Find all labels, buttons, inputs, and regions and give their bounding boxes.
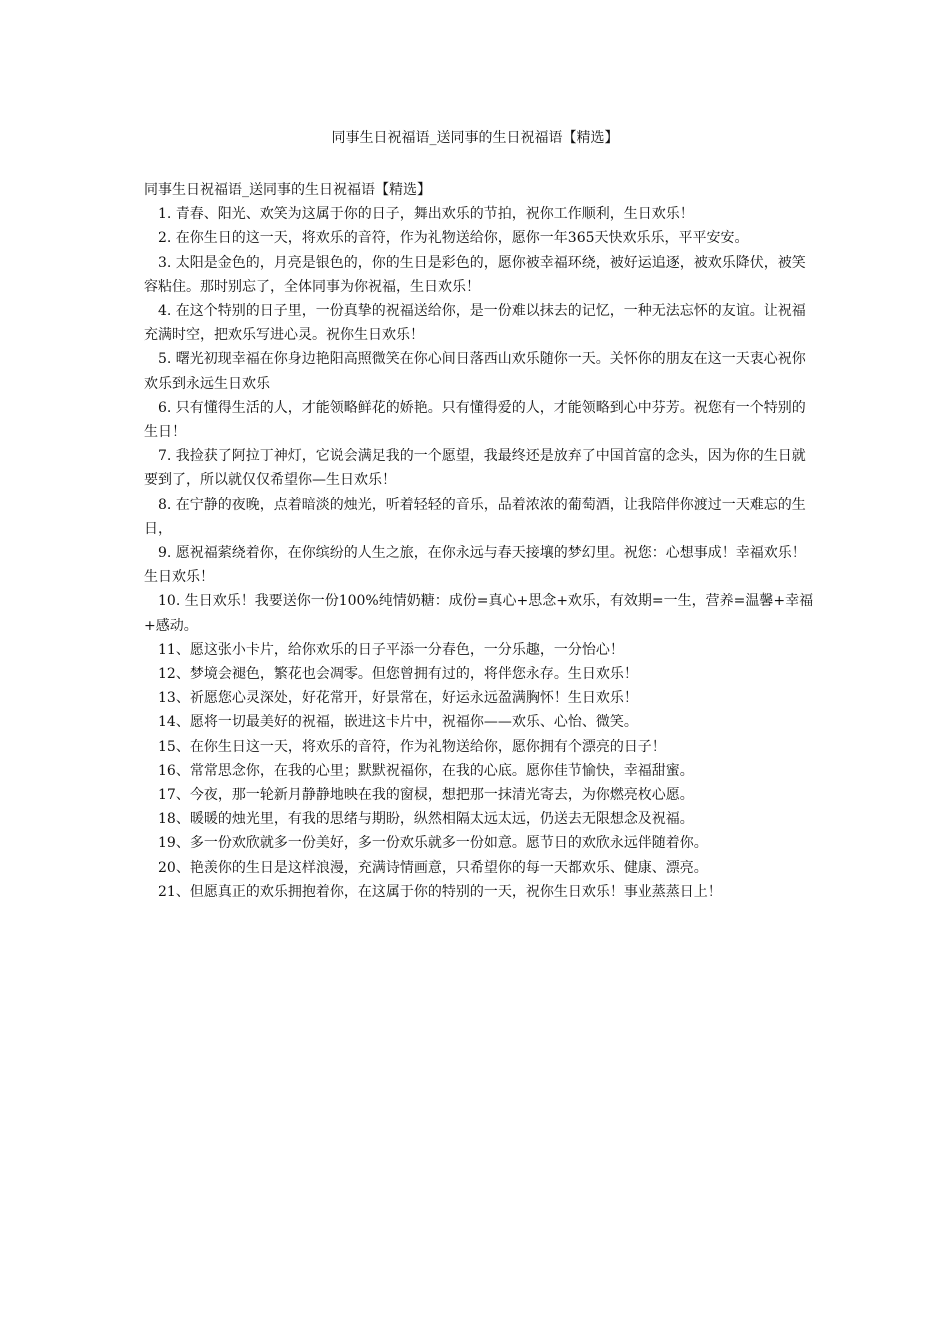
wish-item-10: 10. 生日欢乐！我要送你一份100%纯情奶糖：成份=真心+思念+欢乐，有效期=一生，营养=温馨+幸福+感动。 bbox=[144, 593, 814, 634]
wish-item-21: 21、但愿真正的欢乐拥抱着你，在这属于你的特别的一天，祝你生日欢乐！事业蒸蒸日上！ bbox=[158, 883, 722, 900]
wish-item-1: 1. 青春、阳光、欢笑为这属于你的日子，舞出欢乐的节拍，祝你工作顺利，生日欢乐！ bbox=[158, 206, 694, 223]
wish-item-20: 20、艳羡你的生日是这样浪漫，充满诗情画意，只希望你的每一天都欢乐、健康、漂亮。 bbox=[158, 859, 708, 876]
wish-item-3: 3. 太阳是金色的，月亮是银色的，你的生日是彩色的，愿你被幸福环绕，被好运追逐，被欢乐降伏，被笑容粘住。那时别忘了，全体同事为你祝福，生日欢乐！ bbox=[144, 254, 806, 295]
wish-item-2: 2. 在你生日的这一天，将欢乐的音符，作为礼物送给你，愿你一年365天快欢乐乐，平平安安。 bbox=[158, 230, 749, 247]
wish-item-4: 4. 在这个特别的日子里，一份真挚的祝福送给你，是一份难以抹去的记忆，一种无法忘怀的友谊。让祝福充满时空，把欢乐写进心灵。祝你生日欢乐！ bbox=[144, 303, 806, 344]
wish-item-13: 13、祈愿您心灵深处，好花常开，好景常在，好运永远盈满胸怀！生日欢乐！ bbox=[158, 690, 638, 707]
wish-item-9: 9. 愿祝福萦绕着你，在你缤纷的人生之旅，在你永远与春天接壤的梦幻里。祝您：心想事成！幸福欢乐！生日欢乐！ bbox=[144, 545, 806, 586]
document-body bbox=[144, 178, 816, 904]
wish-item-12: 12、梦境会褪色，繁花也会凋零。但您曾拥有过的，将伴您永存。生日欢乐！ bbox=[158, 666, 638, 683]
wish-item-18: 18、暖暖的烛光里，有我的思绪与期盼，纵然相隔太远太远，仍送去无限想念及祝福。 bbox=[158, 811, 694, 828]
wish-item-14: 14、愿将一切最美好的祝福，嵌进这卡片中，祝福你——欢乐、心怡、微笑。 bbox=[158, 714, 638, 731]
wish-item-7: 7. 我捡获了阿拉丁神灯，它说会满足我的一个愿望，我最终还是放弃了中国首富的念头，因为你的生日就要到了，所以就仅仅希望你—生日欢乐！ bbox=[144, 448, 806, 489]
wish-item-6: 6. 只有懂得生活的人，才能领略鲜花的娇艳。只有懂得爱的人，才能领略到心中芬芳。祝您有一个特别的生日！ bbox=[144, 399, 806, 441]
wish-item-8: 8. 在宁静的夜晚，点着暗淡的烛光，听着轻轻的音乐，品着浓浓的葡萄酒，让我陪伴你渡过一天难忘的生日， bbox=[144, 496, 806, 537]
wish-item-11: 11、愿这张小卡片，给你欢乐的日子平添一分春色，一分乐趣，一分怡心！ bbox=[158, 641, 624, 658]
wish-item-17: 17、今夜，那一轮新月静静地映在我的窗棂，想把那一抹清光寄去，为你燃亮枚心愿。 bbox=[158, 787, 694, 804]
wish-item-16: 16、常常思念你，在我的心里；默默祝福你，在我的心底。愿你佳节愉快，幸福甜蜜。 bbox=[158, 762, 694, 779]
wish-item-15: 15、在你生日这一天，将欢乐的音符，作为礼物送给你，愿你拥有个漂亮的日子！ bbox=[158, 738, 666, 755]
wish-item-5: 5. 曙光初现幸福在你身边艳阳高照微笑在你心间日落西山欢乐随你一天。关怀你的朋友在这一天衷心祝你欢乐到永远生日欢乐 bbox=[144, 351, 806, 392]
document-subtitle: 同事生日祝福语_送同事的生日祝福语【精选】 bbox=[144, 182, 431, 198]
wish-item-19: 19、多一份欢欣就多一份美好，多一份欢乐就多一份如意。愿节日的欢欣永远伴随着你。 bbox=[158, 835, 708, 852]
document-title: 同事生日祝福语_送同事的生日祝福语【精选】 bbox=[331, 130, 619, 146]
